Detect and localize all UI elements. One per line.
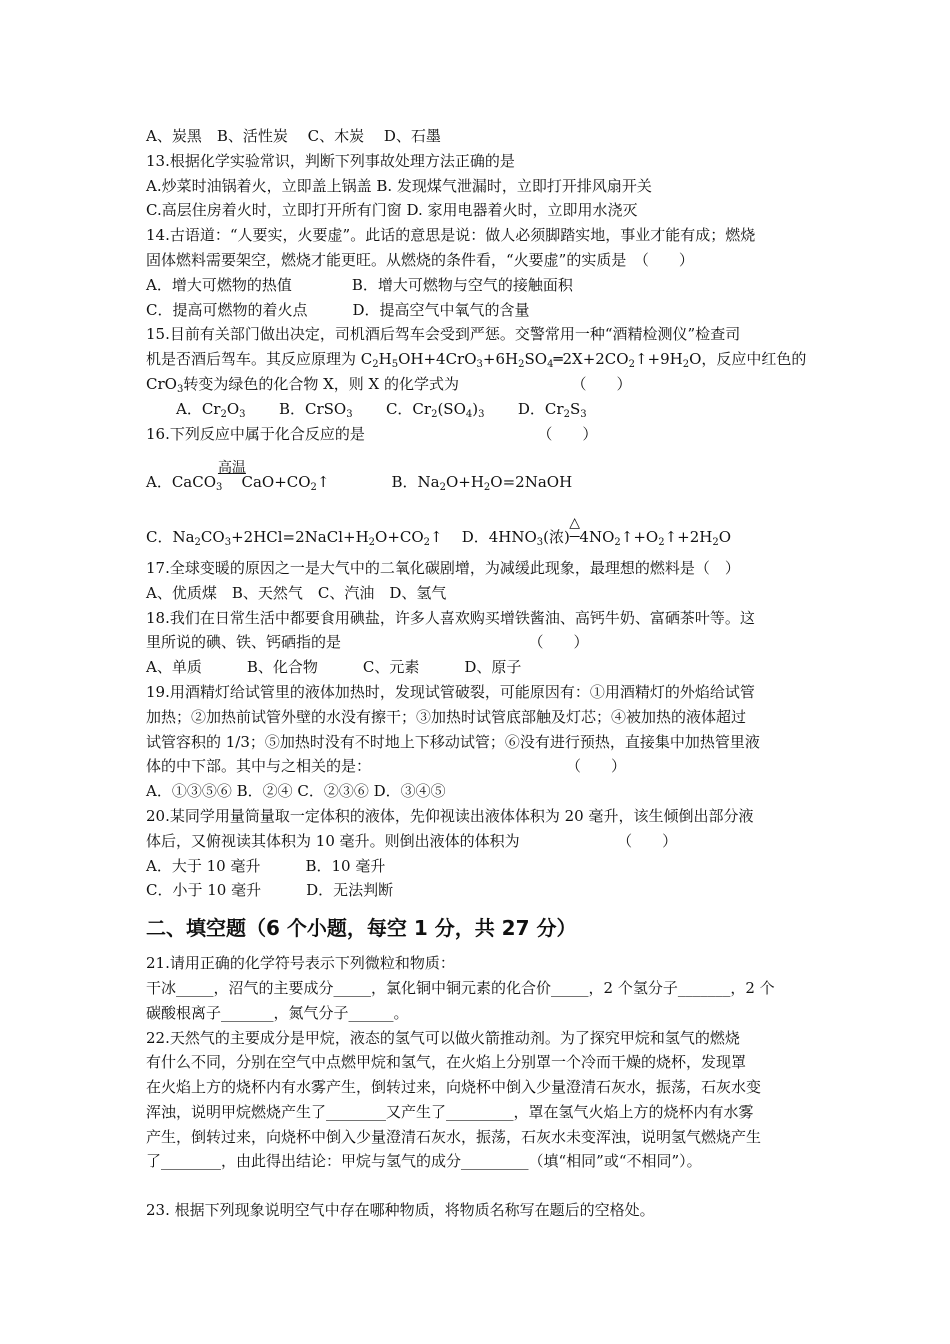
q20-stem-2: 体后，又俯视读其体积为 10 毫升。则倒出液体的体积为 （ ）	[146, 831, 678, 850]
q22-line-4: 浑浊，说明甲烷燃烧产生了________又产生了_________，罩在氢气火焰上方的烧杯内有水雾	[146, 1102, 754, 1121]
q15-stem-3: CrO$_3$转变为绿色的化合物 X，则 X 的化学式为 （ ）	[146, 374, 632, 395]
q14-stem-1: 14.古语道：“人要实，火要虚”。此话的意思是说：做人必须脚踏实地，事业才能有成；燃烧	[146, 226, 756, 245]
q14-options-ab: A．增大可燃物的热值 B．增大可燃物与空气的接触面积	[146, 275, 573, 294]
q22-line-5: 产生，倒转过来，向烧杯中倒入少量澄清石灰水，振荡，石灰水未变浑浊，说明氢气燃烧产生	[146, 1127, 762, 1146]
q19-stem-4: 体的中下部。其中与之相关的是： （ ）	[146, 757, 627, 776]
q15-option-b: B．CrSO$_3$	[278, 399, 353, 420]
q21-stem: 21.请用正确的化学符号表示下列微粒和物质：	[146, 954, 455, 973]
q12-options: A、炭黑 B、活性炭 C、木炭 D、石墨	[146, 127, 441, 145]
q15-options	[146, 397, 814, 422]
q17-options: A、优质煤 B、天然气 C、汽油 D、氢气	[146, 583, 447, 602]
q19-stem-2: 加热；②加热前试管外壁的水没有擦干；③加热时试管底部触及灯芯；④被加热的液体超过	[146, 707, 747, 726]
q16-option-c: C．$Na_2CO_3+2HCl=2NaCl+H_2O+CO_2↑$	[146, 528, 443, 549]
q16-option-a: A．CaCO$_3$ 高温 $CaO+CO_2↑$	[146, 460, 330, 494]
q16-stem: 16.下列反应中属于化合反应的是 （ ）	[146, 424, 598, 443]
q14-stem-2: 固体燃料需要架空，燃烧才能更旺。从燃烧的条件看，“火要虚”的实质是 （ ）	[146, 250, 694, 269]
q20-options-cd: C．小于 10 毫升 D．无法判断	[146, 881, 394, 900]
q15-stem-2: 机是否酒后驾车。其反应原理为 $C_2H_5OH+4CrO_3+6H_2SO_4═2X+2CO_2↑+9H_2O$，反应中红色的	[146, 350, 807, 371]
q17-stem: 17.全球变暖的原因之一是大气中的二氧化碳剧增，为减缓此现象，最理想的燃料是（ ）	[146, 558, 740, 577]
q16-option-d: D．$4HNO_3$(浓) △ $4NO_2↑+O_2↑+2H_2O$	[462, 515, 731, 550]
q21-blanks-2: 碳酸根离子_______，氮气分子______。	[146, 1003, 409, 1022]
section-2-heading: 二、填空题（6 个小题，每空 1 分，共 27 分）	[146, 916, 577, 941]
q15-option-a: A．$Cr_2O_3$	[176, 399, 246, 420]
q18-stem-2: 里所说的碘、铁、钙硒指的是 （ ）	[146, 633, 589, 652]
q16-options-cd	[146, 515, 814, 550]
q13-options-cd: C.高层住房着火时，立即打开所有门窗 D. 家用电器着火时，立即用水浇灭	[146, 201, 638, 220]
q18-stem-1: 18.我们在日常生活中都要食用碘盐，许多人喜欢购买增铁酱油、高钙牛奶、富硒茶叶等。这	[146, 608, 755, 627]
q13-stem: 13.根据化学实验常识，判断下列事故处理方法正确的是	[146, 151, 515, 170]
q19-options: A．①③⑤⑥ B．②④ C．②③⑥ D．③④⑤	[146, 782, 446, 801]
q15-option-d: D．$Cr_2S_3$	[517, 399, 587, 420]
q16-options-ab	[146, 460, 814, 495]
q15-stem-1: 15.目前有关部门做出决定，司机酒后驾车会受到严惩。交警常用一种“酒精检测仪”检查司	[146, 325, 741, 344]
q22-line-6: 了________，由此得出结论：甲烷与氢气的成分_________（填“相同”或“不相同”）。	[146, 1152, 702, 1171]
q21-blanks-1: 干冰_____，沼气的主要成分_____，氯化铜中铜元素的化合价_____，2 个氢分子_______，2 个	[146, 978, 775, 997]
q23-stem: 23. 根据下列现象说明空气中存在哪种物质，将物质名称写在题后的空格处。	[146, 1201, 655, 1220]
q15-option-c: C．$Cr_2(SO_4)_3$	[385, 399, 485, 420]
reaction-condition-high-temp: 高温	[217, 460, 246, 477]
q14-options-cd: C．提高可燃物的着火点 D．提高空气中氧气的含量	[146, 300, 530, 319]
q18-options: A、单质 B、化合物 C、元素 D、原子	[146, 658, 522, 677]
q22-line-3: 在火焰上方的烧杯内有水雾产生，倒转过来，向烧杯中倒入少量澄清石灰水，振荡，石灰水变	[146, 1078, 762, 1097]
q22-line-1: 22.天然气的主要成分是甲烷，液态的氢气可以做火箭推动剂。为了探究甲烷和氢气的燃烧	[146, 1028, 740, 1047]
reaction-condition-heat-icon: △	[570, 515, 580, 550]
exam-content	[146, 124, 814, 1223]
q20-options-ab: A．大于 10 毫升 B．10 毫升	[146, 856, 386, 875]
q19-stem-1: 19.用酒精灯给试管里的液体加热时，发现试管破裂，可能原因有：①用酒精灯的外焰给试管	[146, 682, 755, 701]
q20-stem-1: 20.某同学用量筒量取一定体积的液体，先仰视读出液体体积为 20 毫升，该生倾倒出部分液	[146, 806, 754, 825]
q19-stem-3: 试管容积的 1/3；⑤加热时没有不时地上下移动试管；⑥没有进行预热，直接集中加热管里液	[146, 732, 760, 751]
q22-line-2: 有什么不同，分别在空气中点燃甲烷和氢气，在火焰上分别罩一个冷而干燥的烧杯，发现罩	[146, 1053, 747, 1072]
q13-options-ab: A.炒菜时油锅着火，立即盖上锅盖 B. 发现煤气泄漏时，立即打开排风扇开关	[146, 176, 652, 195]
q16-option-b: B．$Na_2O+H_2O=2NaOH$	[391, 473, 573, 494]
